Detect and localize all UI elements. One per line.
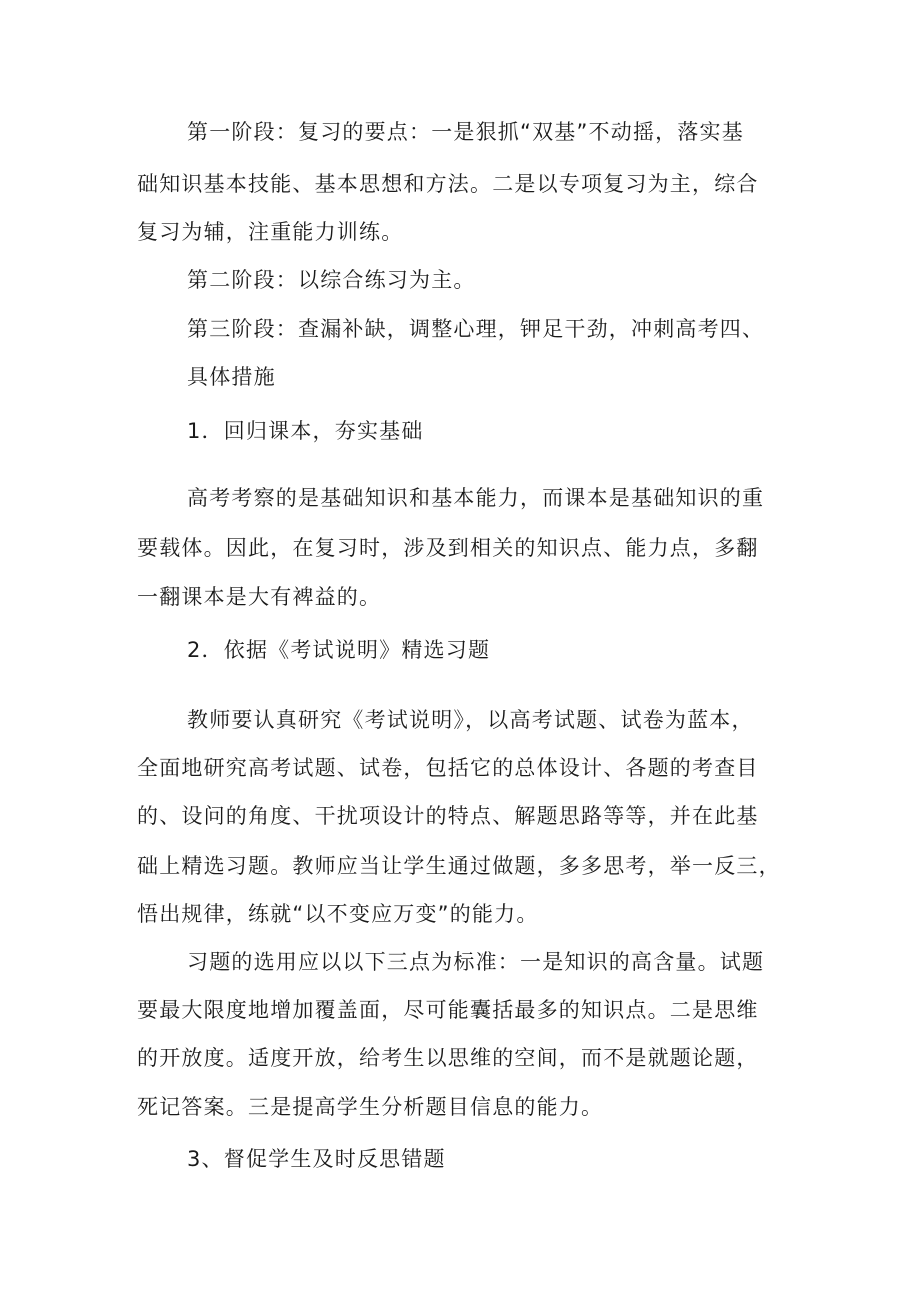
text-line: 第二阶段：以综合练习为主。 [187, 268, 476, 292]
text-line: 习题的选用应以以下三点为标准：一是知识的高含量。试题 [187, 950, 765, 974]
text-line: 教师要认真研究《考试说明》，以高考试题、试卷为蓝本， [187, 708, 754, 732]
subsection-heading: 3、督促学生及时反思错题 [187, 1147, 446, 1171]
text-line: 的开放度。适度开放，给考生以思维的空间，而不是就题论题， [137, 1046, 759, 1070]
text-line: 础知识基本技能、基本思想和方法。二是以专项复习为主，综合 [137, 172, 759, 196]
text-line: 要最大限度地增加覆盖面，尽可能囊括最多的知识点。二是思维 [137, 998, 759, 1022]
text-line: 第一阶段：复习的要点：一是狠抓“双基”不动摇，落实基 [187, 120, 744, 144]
text-line: 复习为辅，注重能力训练。 [137, 220, 404, 244]
text-line: 一翻课本是大有裨益的。 [137, 585, 382, 609]
text-line: 死记答案。三是提高学生分析题目信息的能力。 [137, 1095, 604, 1119]
text-line: 的、设问的角度、干扰项设计的特点、解题思路等等，并在此基 [137, 804, 759, 828]
section-heading: 具体措施 [187, 365, 276, 389]
text-line: 础上精选习题。教师应当让学生通过做题，多多思考，举一反三， [137, 854, 781, 878]
text-line: 高考考察的是基础知识和基本能力，而课本是基础知识的重 [187, 486, 765, 510]
subsection-heading: 2．依据《考试说明》精选习题 [187, 638, 491, 662]
text-line: 悟出规律，练就“以不变应万变”的能力。 [137, 902, 539, 926]
text-line: 第三阶段：查漏补缺，调整心理，钾足干劲，冲刺高考四、 [187, 317, 765, 341]
subsection-heading: 1．回归课本，夯实基础 [187, 419, 424, 443]
text-line: 要载体。因此，在复习时，涉及到相关的知识点、能力点，多翻 [137, 536, 759, 560]
text-line: 全面地研究高考试题、试卷，包括它的总体设计、各题的考查目 [137, 756, 759, 780]
